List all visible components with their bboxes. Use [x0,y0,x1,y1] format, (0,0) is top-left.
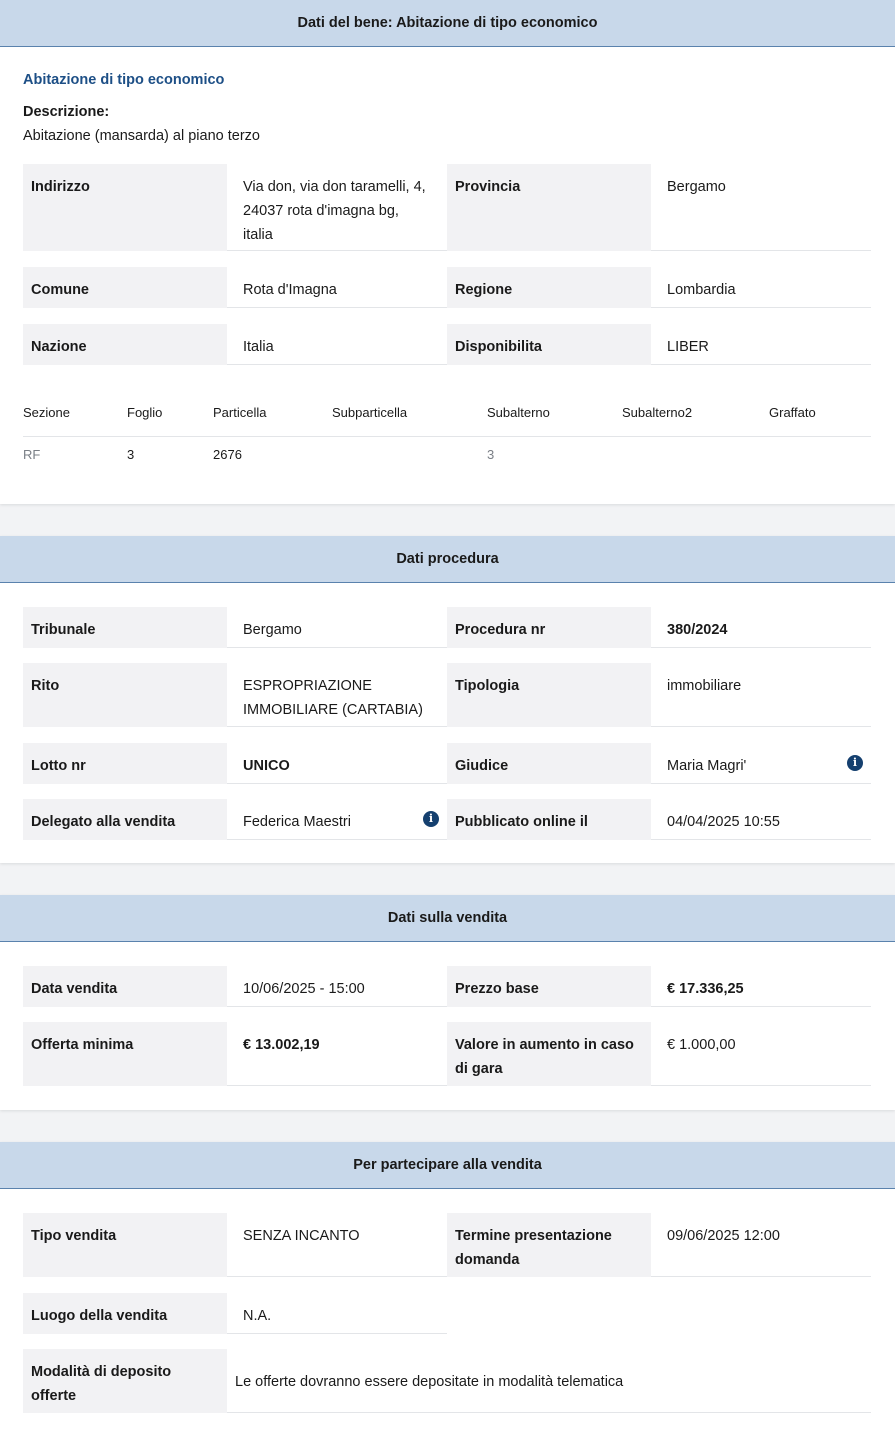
catasto-cell-particella: 2676 [213,447,242,462]
procedura-nr-label: Procedura nr [447,607,651,648]
disponibilita-label: Disponibilita [447,324,651,365]
catasto-cell-subalterno: 3 [487,447,495,462]
catasto-header-sezione: Sezione [23,405,70,420]
luogo-label: Luogo della vendita [23,1293,227,1334]
valore-aumento-value: € 1.000,00 [651,1022,871,1086]
pubblicato-value: 04/04/2025 10:55 [651,799,871,840]
catasto-header-subalterno: Subalterno [487,405,550,420]
nazione-value: Italia [227,324,447,365]
rito-value: ESPROPRIAZIONE IMMOBILIARE (CARTABIA) [227,663,447,727]
delegato-info-icon[interactable]: i [423,811,439,827]
offerta-minima-label: Offerta minima [23,1022,227,1086]
procedura-card [0,536,895,863]
termine-value: 09/06/2025 12:00 [651,1213,871,1277]
bene-subtitle: Abitazione di tipo economico [23,72,225,88]
modalita-label: Modalità di deposito offerte [23,1349,227,1413]
rito-label: Rito [23,663,227,727]
tipo-vendita-label: Tipo vendita [23,1213,227,1277]
catasto-header-foglio: Foglio [127,405,163,420]
delegato-value: Federica Maestri [227,799,447,840]
regione-value: Lombardia [651,267,871,308]
comune-label: Comune [23,267,227,308]
data-vendita-value: 10/06/2025 - 15:00 [227,966,447,1007]
partecipare-card [0,1142,895,1437]
data-vendita-label: Data vendita [23,966,227,1007]
lotto-nr-label: Lotto nr [23,743,227,784]
nazione-label: Nazione [23,324,227,365]
giudice-info-icon[interactable]: i [847,755,863,771]
partecipare-card-header: Per partecipare alla vendita [0,1142,895,1189]
valore-aumento-label: Valore in aumento in caso di gara [447,1022,651,1086]
bene-card [0,0,895,504]
tribunale-value: Bergamo [227,607,447,648]
prezzo-base-label: Prezzo base [447,966,651,1007]
giudice-label: Giudice [447,743,651,784]
lotto-nr-value: UNICO [227,743,447,784]
modalita-value: Le offerte dovranno essere depositate in modalità telematica [227,1349,871,1413]
provincia-label: Provincia [447,164,651,251]
catasto-header-subalterno2: Subalterno2 [622,405,693,420]
indirizzo-label: Indirizzo [23,164,227,251]
tipologia-value: immobiliare [651,663,871,727]
regione-label: Regione [447,267,651,308]
procedura-card-header: Dati procedura [0,536,895,583]
vendita-card [0,895,895,1110]
description-label: Descrizione: [23,104,110,120]
catasto-cell-foglio: 3 [127,447,135,462]
catasto-header-subparticella: Subparticella [332,405,408,420]
catasto-divider [23,436,871,437]
luogo-value: N.A. [227,1293,447,1334]
delegato-label: Delegato alla vendita [23,799,227,840]
indirizzo-value: Via don, via don taramelli, 4, 24037 rota d'imagna bg, italia [227,164,447,251]
pubblicato-label: Pubblicato online il [447,799,651,840]
prezzo-base-value: € 17.336,25 [651,966,871,1007]
comune-value: Rota d'Imagna [227,267,447,308]
procedura-nr-value: 380/2024 [651,607,871,648]
tipologia-label: Tipologia [447,663,651,727]
termine-label: Termine presentazione domanda [447,1213,651,1277]
catasto-header-particella: Particella [213,405,267,420]
vendita-card-header: Dati sulla vendita [0,895,895,942]
description-text: Abitazione (mansarda) al piano terzo [23,128,260,144]
offerta-minima-value: € 13.002,19 [227,1022,447,1086]
provincia-value: Bergamo [651,164,871,251]
tribunale-label: Tribunale [23,607,227,648]
disponibilita-value: LIBER [651,324,871,365]
bene-card-header: Dati del bene: Abitazione di tipo economico [0,0,895,47]
giudice-value: Maria Magri' [651,743,871,784]
catasto-cell-sezione: RF [23,447,41,462]
tipo-vendita-value: SENZA INCANTO [227,1213,447,1277]
catasto-header-graffato: Graffato [769,405,816,420]
